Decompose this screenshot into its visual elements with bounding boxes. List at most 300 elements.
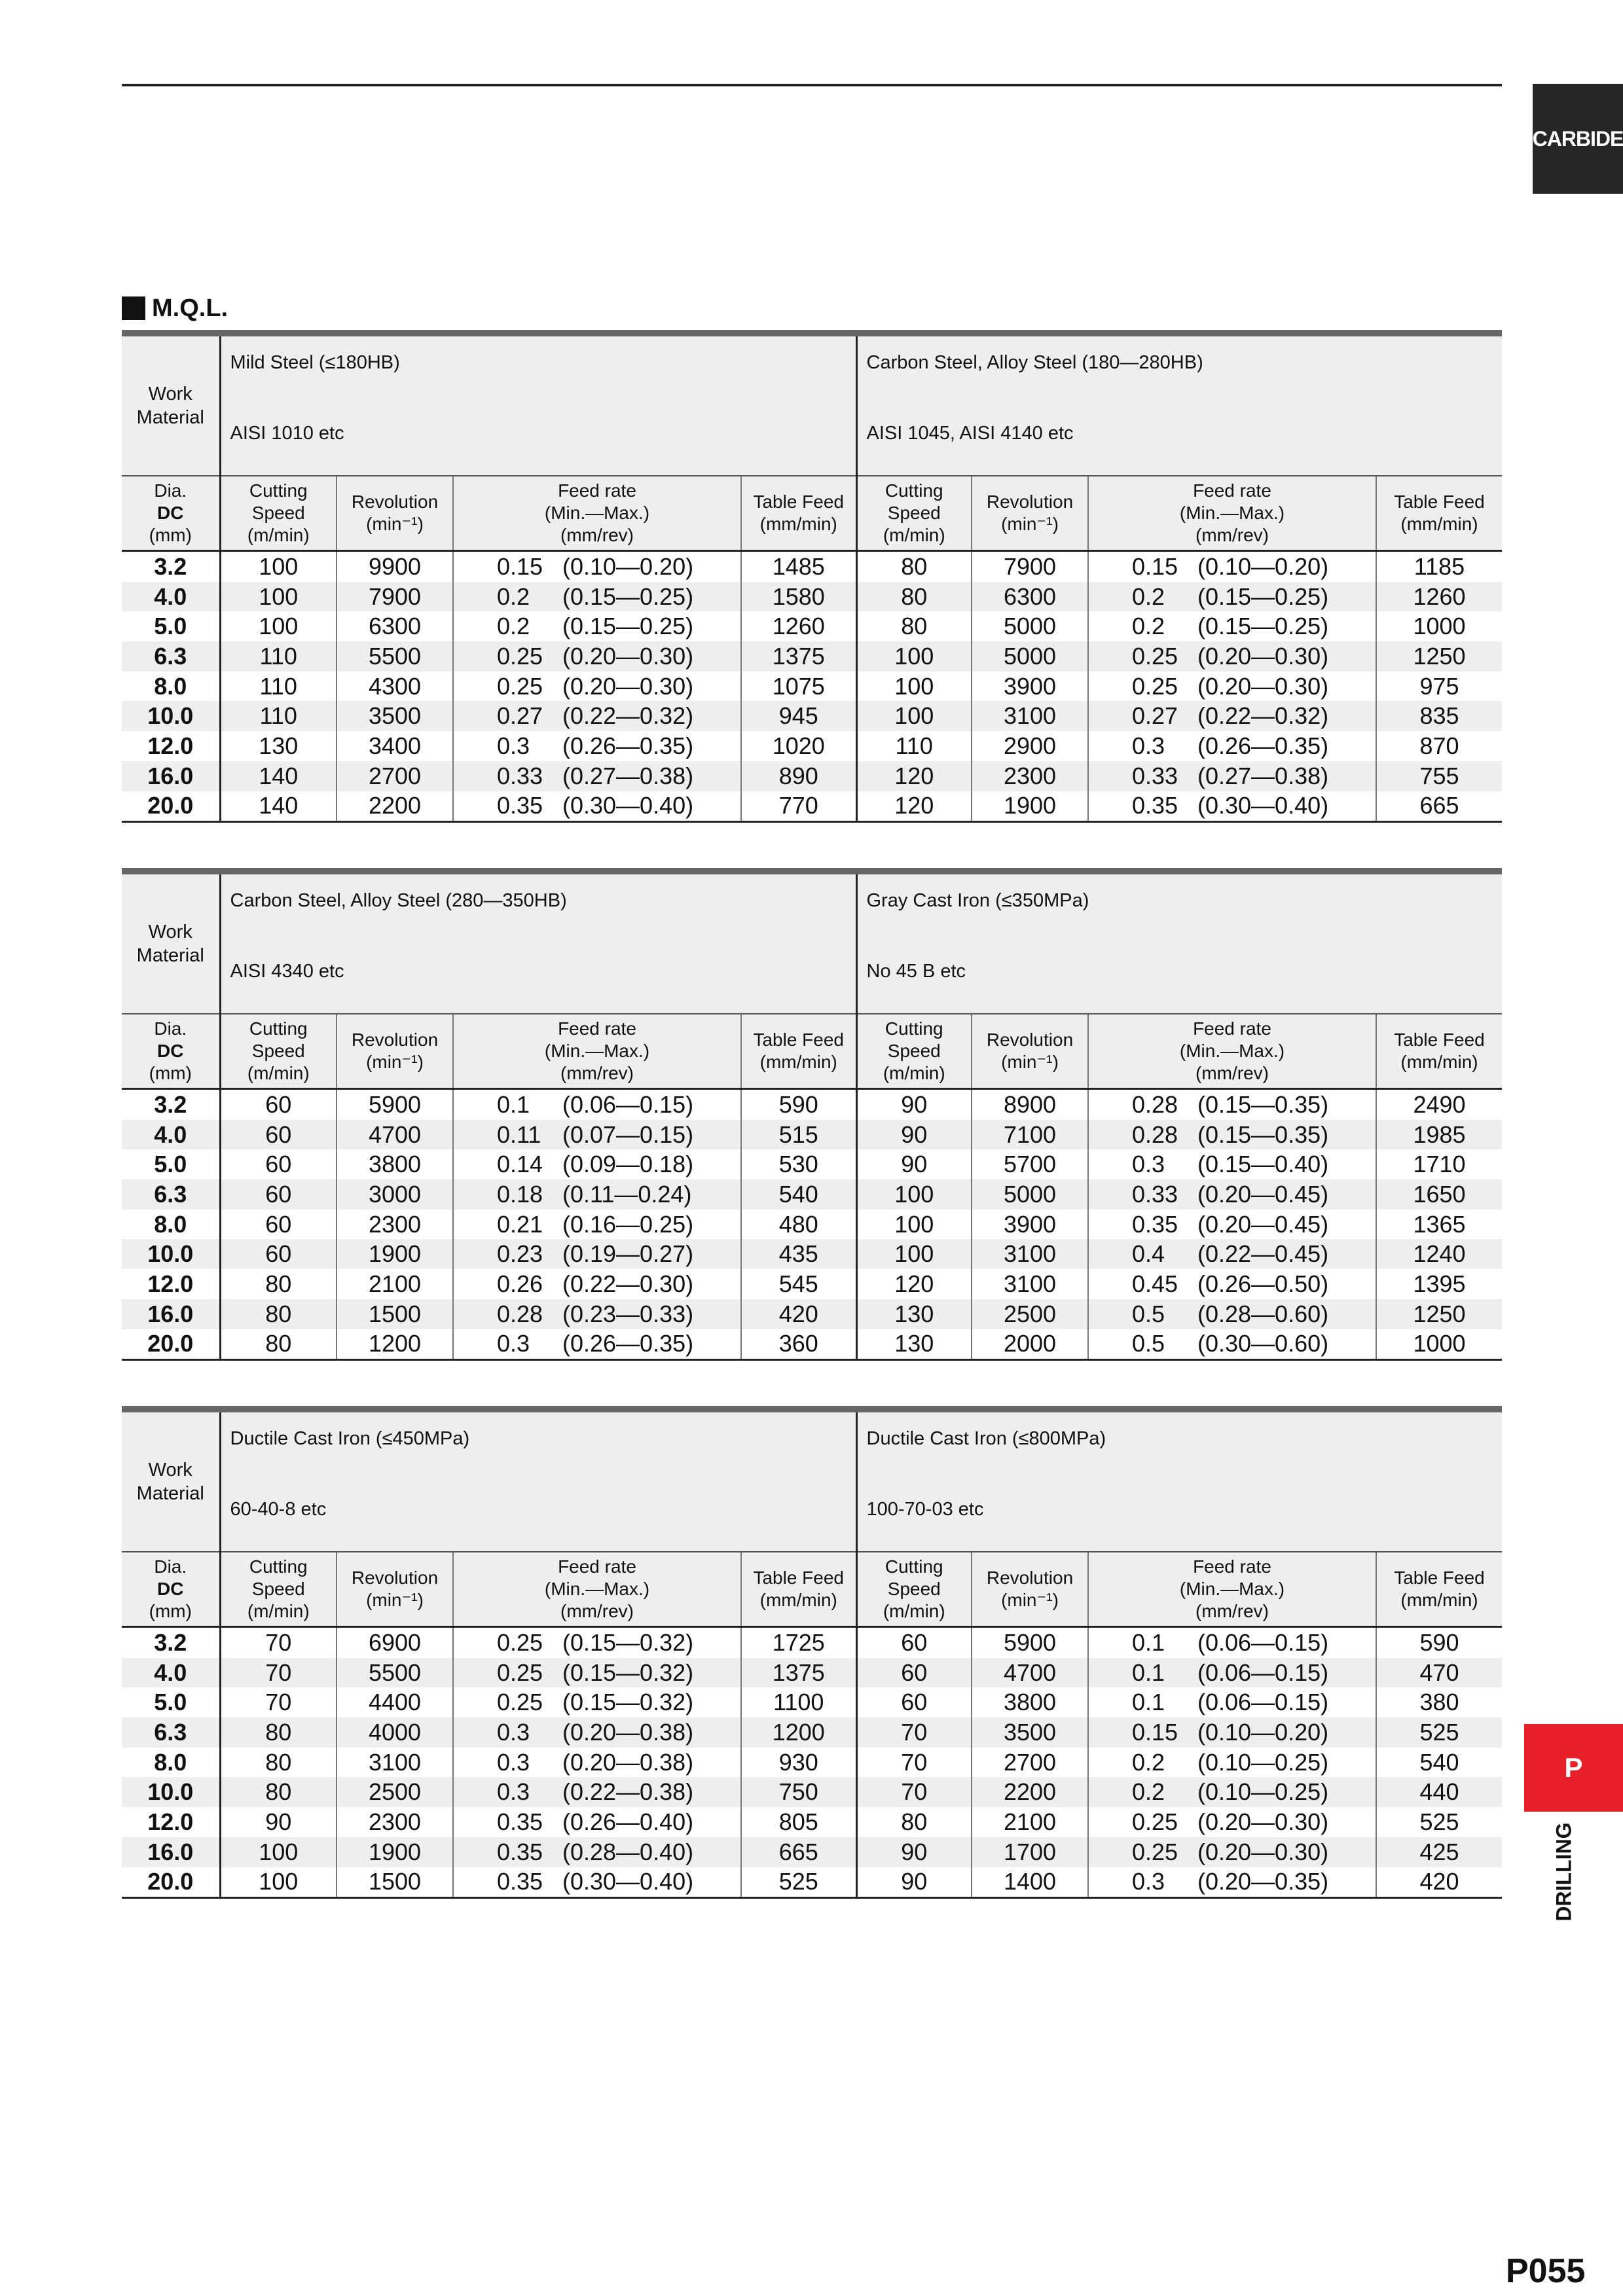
work-material-label	[122, 336, 220, 476]
revolution-cell: 5900	[337, 1089, 453, 1120]
feed-rate-value: 0.35	[497, 1808, 543, 1835]
revolution-cell: 3800	[972, 1687, 1088, 1717]
cutting-speed-header	[220, 1014, 337, 1089]
cutting-speed-cell: 90	[901, 1151, 928, 1178]
feed-rate-value: 0.3	[497, 1778, 530, 1806]
feed-rate-value: 0.35	[497, 792, 543, 819]
cutting-speed-cell: 130	[259, 732, 299, 759]
feed-rate-cell	[453, 1089, 741, 1120]
feed-rate-value: 0.25	[497, 1689, 543, 1716]
feed-rate-cell	[453, 1837, 741, 1867]
table-feed-cell: 665	[1376, 791, 1502, 821]
cutting-speed-cell: 90	[856, 1837, 972, 1867]
material-name: Mild Steel (≤180HB)	[230, 352, 400, 373]
cutting-speed-cell: 110	[895, 732, 933, 759]
feed-rate-value: 0.3	[1132, 1151, 1165, 1178]
work-material-text: Material	[136, 407, 204, 428]
feed-rate-cell	[1088, 1717, 1376, 1748]
feed-rate-cell	[1088, 1239, 1376, 1269]
revolution-header-text: Revolution	[986, 492, 1074, 512]
dia-cell: 3.2	[122, 1627, 220, 1658]
feed-rate-cell	[1088, 701, 1376, 731]
table-row	[122, 611, 1502, 641]
table-feed-header-text: (mm/min)	[759, 1590, 837, 1610]
feed-rate-value: 0.33	[497, 762, 543, 789]
revolution-cell: 9900	[337, 551, 453, 582]
cutting-speed-header-text: Cutting Speed	[249, 1018, 308, 1061]
table-feed-header-text: (mm/min)	[759, 514, 837, 534]
feed-rate-cell	[1088, 1269, 1376, 1299]
table-feed-cell: 1260	[741, 611, 856, 641]
table-row	[122, 1777, 1502, 1807]
revolution-header-text: Revolution	[351, 492, 439, 512]
feed-rate-cell	[1088, 611, 1376, 641]
dia-cell: 16.0	[122, 761, 220, 791]
feed-rate-header-text: (Min.—Max.)	[544, 503, 650, 523]
feed-rate-value: 0.28	[497, 1300, 543, 1327]
dia-cell: 10.0	[122, 1239, 220, 1269]
cutting-speed-header-text: (m/min)	[883, 525, 945, 545]
table-feed-cell: 1250	[1376, 1299, 1502, 1329]
feed-rate-cell	[1088, 1089, 1376, 1120]
cutting-speed-header	[856, 476, 972, 551]
material-cell-right	[856, 1412, 1502, 1552]
cutting-speed-header-text: Cutting Speed	[884, 1556, 943, 1599]
feed-rate-cell	[453, 1120, 741, 1150]
feed-rate-range: (0.11—0.24)	[562, 1180, 692, 1208]
cutting-speed-cell: 100	[220, 582, 337, 612]
feed-rate-header	[453, 1552, 741, 1627]
table-feed-cell: 470	[1376, 1658, 1502, 1688]
feed-rate-range: (0.15—0.32)	[562, 1689, 694, 1716]
cutting-table-3	[122, 1406, 1502, 1899]
table-feed-cell: 545	[741, 1269, 856, 1299]
revolution-cell: 6900	[337, 1627, 453, 1658]
feed-rate-header-text: (mm/rev)	[560, 525, 634, 545]
feed-rate-header-text: (mm/rev)	[560, 1063, 634, 1083]
feed-rate-value: 0.5	[1132, 1300, 1165, 1327]
cutting-speed-cell: 90	[265, 1808, 292, 1835]
cutting-speed-cell: 80	[901, 613, 928, 640]
revolution-cell: 4700	[337, 1120, 453, 1150]
cutting-speed-cell: 100	[220, 1837, 337, 1867]
cutting-speed-cell: 70	[901, 1748, 928, 1776]
dia-cell: 16.0	[122, 1837, 220, 1867]
revolution-header-text: (min⁻¹)	[366, 1052, 424, 1072]
feed-rate-header-text: (mm/rev)	[560, 1601, 634, 1621]
feed-rate-header	[1088, 1552, 1376, 1627]
dia-header-text: Dia.	[154, 480, 187, 501]
table-feed-header-text: Table Feed	[753, 1568, 845, 1588]
dia-cell: 20.0	[122, 1867, 220, 1897]
dia-cell: 5.0	[122, 1687, 220, 1717]
feed-rate-value: 0.3	[497, 1330, 530, 1357]
table-row	[122, 731, 1502, 761]
cutting-speed-header-text: Cutting Speed	[249, 480, 308, 523]
table-row	[122, 551, 1502, 582]
cutting-table-2	[122, 868, 1502, 1361]
revolution-cell: 4300	[337, 672, 453, 702]
table-feed-cell: 1200	[741, 1717, 856, 1748]
feed-rate-value: 0.35	[1132, 1210, 1178, 1238]
feed-rate-value: 0.2	[1132, 613, 1165, 640]
cutting-speed-cell: 70	[265, 1628, 292, 1656]
feed-rate-range: (0.28—0.40)	[562, 1838, 694, 1865]
table-row	[122, 1299, 1502, 1329]
dia-cell: 20.0	[122, 791, 220, 821]
feed-rate-header-text: (mm/rev)	[1195, 1601, 1269, 1621]
cutting-data-table	[122, 1412, 1502, 1897]
table-feed-cell: 420	[1376, 1867, 1502, 1897]
revolution-cell: 6300	[337, 611, 453, 641]
material-name: Ductile Cast Iron (≤800MPa)	[866, 1428, 1106, 1449]
feed-rate-value: 0.5	[1132, 1330, 1165, 1357]
feed-rate-range: (0.10—0.20)	[1197, 552, 1329, 580]
table-top-bar	[122, 330, 1502, 336]
table-feed-header-text: Table Feed	[753, 1030, 845, 1050]
feed-rate-cell	[1088, 582, 1376, 612]
feed-rate-value: 0.1	[1132, 1628, 1165, 1656]
feed-rate-range: (0.26—0.40)	[562, 1808, 694, 1835]
feed-rate-cell	[1088, 672, 1376, 702]
dia-cell: 10.0	[122, 1777, 220, 1807]
dia-cell: 4.0	[122, 1120, 220, 1150]
feed-rate-value: 0.28	[1132, 1090, 1178, 1118]
feed-rate-value: 0.3	[497, 1748, 530, 1776]
feed-rate-value: 0.33	[1132, 762, 1178, 789]
dia-header-text: DC	[157, 503, 184, 523]
feed-rate-value: 0.14	[497, 1151, 543, 1178]
revolution-header-text: (min⁻¹)	[1001, 1590, 1059, 1610]
revolution-cell: 5000	[972, 1179, 1088, 1210]
material-standard: AISI 1010 etc	[230, 423, 344, 444]
material-name: Ductile Cast Iron (≤450MPa)	[230, 1428, 470, 1449]
feed-rate-range: (0.07—0.15)	[562, 1121, 694, 1148]
table-feed-cell: 1240	[1376, 1239, 1502, 1269]
feed-rate-range: (0.26—0.50)	[1197, 1270, 1329, 1297]
cutting-speed-cell: 80	[220, 1717, 337, 1748]
feed-rate-header-text: Feed rate	[1193, 1556, 1271, 1577]
cutting-speed-cell: 110	[259, 672, 297, 700]
table-row	[122, 582, 1502, 612]
table-row	[122, 1807, 1502, 1837]
table-feed-cell: 525	[1376, 1717, 1502, 1748]
feed-rate-value: 0.25	[497, 672, 543, 700]
table-feed-cell: 1395	[1376, 1269, 1502, 1299]
dia-header	[122, 476, 220, 551]
feed-rate-range: (0.23—0.33)	[562, 1300, 694, 1327]
feed-rate-value: 0.4	[1132, 1240, 1165, 1268]
feed-rate-range: (0.15—0.35)	[1197, 1090, 1329, 1118]
feed-rate-cell	[1088, 1748, 1376, 1778]
dia-cell: 12.0	[122, 1807, 220, 1837]
table-row	[122, 1748, 1502, 1778]
p-category-tab: P	[1524, 1724, 1623, 1812]
table-feed-cell: 1985	[1376, 1120, 1502, 1150]
revolution-cell: 2100	[337, 1269, 453, 1299]
material-cell-right	[856, 874, 1502, 1014]
feed-rate-cell	[453, 761, 741, 791]
revolution-cell: 5500	[337, 641, 453, 672]
table-feed-cell: 420	[741, 1299, 856, 1329]
dia-cell: 20.0	[122, 1329, 220, 1359]
feed-rate-value: 0.27	[1132, 702, 1178, 730]
feed-rate-cell	[453, 672, 741, 702]
table-feed-cell: 835	[1376, 701, 1502, 731]
feed-rate-range: (0.20—0.30)	[1197, 672, 1329, 700]
revolution-header	[337, 1552, 453, 1627]
feed-rate-cell	[453, 731, 741, 761]
dia-cell: 8.0	[122, 1210, 220, 1240]
table-feed-cell: 1100	[741, 1687, 856, 1717]
revolution-cell: 2700	[972, 1748, 1088, 1778]
table-feed-header-text: (mm/min)	[1400, 1052, 1478, 1072]
feed-rate-header-text: (Min.—Max.)	[544, 1579, 650, 1599]
revolution-cell: 2500	[337, 1777, 453, 1807]
table-feed-cell: 1485	[741, 551, 856, 582]
dia-cell: 4.0	[122, 1658, 220, 1688]
feed-rate-range: (0.26—0.35)	[562, 732, 694, 759]
table-feed-cell: 975	[1376, 672, 1502, 702]
feed-rate-header	[453, 476, 741, 551]
feed-rate-range: (0.10—0.25)	[1197, 1748, 1329, 1776]
table-bottom-rule	[122, 821, 1502, 823]
feed-rate-header-text: Feed rate	[558, 1018, 636, 1039]
table-feed-header-text: (mm/min)	[1400, 514, 1478, 534]
section-title	[122, 293, 228, 323]
material-name: Carbon Steel, Alloy Steel (180—280HB)	[866, 352, 1203, 373]
feed-rate-range: (0.26—0.35)	[562, 1330, 694, 1357]
dia-header	[122, 1014, 220, 1089]
table-row	[122, 1837, 1502, 1867]
cutting-speed-header	[856, 1552, 972, 1627]
feed-rate-range: (0.15—0.32)	[562, 1628, 694, 1656]
feed-rate-value: 0.25	[497, 1659, 543, 1686]
feed-rate-value: 0.11	[497, 1121, 541, 1148]
feed-rate-cell	[453, 1299, 741, 1329]
dia-cell: 3.2	[122, 551, 220, 582]
cutting-speed-header-text: (m/min)	[247, 525, 310, 545]
revolution-cell: 1200	[337, 1329, 453, 1359]
cutting-speed-cell: 90	[901, 1868, 928, 1895]
feed-rate-cell	[453, 1748, 741, 1778]
cutting-speed-header	[220, 476, 337, 551]
table-feed-cell: 1375	[741, 641, 856, 672]
feed-rate-range: (0.09—0.18)	[562, 1151, 694, 1178]
cutting-speed-cell: 80	[856, 582, 972, 612]
dia-cell: 10.0	[122, 701, 220, 731]
dia-header-text: Dia.	[154, 1556, 187, 1577]
feed-rate-cell	[1088, 1807, 1376, 1837]
feed-rate-range: (0.20—0.38)	[562, 1718, 694, 1746]
revolution-cell: 7100	[972, 1120, 1088, 1150]
table-feed-cell: 435	[741, 1239, 856, 1269]
revolution-cell: 7900	[337, 582, 453, 612]
work-material-text: Work	[148, 384, 192, 404]
revolution-header	[972, 476, 1088, 551]
cutting-speed-cell: 100	[856, 1179, 972, 1210]
table-feed-cell: 1000	[1376, 1329, 1502, 1359]
table-feed-cell: 1000	[1376, 611, 1502, 641]
page-number: P055	[1506, 2252, 1586, 2290]
cutting-speed-cell: 140	[259, 792, 299, 819]
revolution-header	[972, 1552, 1088, 1627]
dia-header-text: DC	[157, 1041, 184, 1061]
work-material-text: Material	[136, 945, 204, 966]
revolution-header-text: Revolution	[986, 1030, 1074, 1050]
cutting-speed-header-text: (m/min)	[247, 1601, 310, 1621]
carbide-tab: CARBIDE	[1533, 84, 1623, 194]
feed-rate-header-text: (mm/rev)	[1195, 1063, 1269, 1083]
table-feed-cell: 665	[741, 1837, 856, 1867]
cutting-speed-cell: 80	[265, 1270, 292, 1297]
feed-rate-range: (0.30—0.40)	[562, 792, 694, 819]
cutting-data-table	[122, 336, 1502, 821]
table-feed-cell: 1365	[1376, 1210, 1502, 1240]
section-title-text: M.Q.L.	[152, 294, 228, 322]
revolution-cell: 5500	[337, 1658, 453, 1688]
feed-rate-range: (0.15—0.25)	[562, 613, 694, 640]
feed-rate-value: 0.25	[497, 642, 543, 670]
feed-rate-value: 0.33	[1132, 1180, 1178, 1208]
work-material-label	[122, 1412, 220, 1552]
table-feed-cell: 1710	[1376, 1149, 1502, 1179]
feed-rate-cell	[1088, 731, 1376, 761]
material-standard: No 45 B etc	[866, 961, 966, 982]
feed-rate-value: 0.25	[1132, 1808, 1178, 1835]
cutting-speed-header-text: Cutting Speed	[884, 1018, 943, 1061]
table-feed-header-text: Table Feed	[753, 492, 845, 512]
material-name: Gray Cast Iron (≤350MPa)	[866, 890, 1089, 911]
cutting-speed-header	[856, 1014, 972, 1089]
feed-rate-value: 0.27	[497, 702, 543, 730]
table-feed-cell: 590	[1376, 1627, 1502, 1658]
work-material-text: Material	[136, 1483, 204, 1504]
table-row	[122, 672, 1502, 702]
feed-rate-header	[1088, 476, 1376, 551]
table-feed-cell: 440	[1376, 1777, 1502, 1807]
table-feed-header-text: Table Feed	[1394, 492, 1485, 512]
dia-header-text: DC	[157, 1579, 184, 1599]
cutting-speed-cell: 60	[265, 1090, 292, 1118]
table-row	[122, 1687, 1502, 1717]
cutting-speed-cell: 100	[259, 552, 299, 580]
revolution-cell: 3900	[972, 1210, 1088, 1240]
feed-rate-cell	[453, 641, 741, 672]
feed-rate-value: 0.1	[1132, 1689, 1165, 1716]
feed-rate-value: 0.35	[497, 1868, 543, 1895]
table-feed-cell: 770	[741, 791, 856, 821]
feed-rate-cell	[1088, 791, 1376, 821]
feed-rate-cell	[453, 1717, 741, 1748]
work-material-text: Work	[148, 1460, 192, 1480]
feed-rate-value: 0.2	[1132, 1778, 1165, 1806]
table-row	[122, 1329, 1502, 1359]
cutting-speed-cell: 60	[220, 1179, 337, 1210]
feed-rate-value: 0.28	[1132, 1121, 1178, 1148]
table-feed-cell: 540	[1376, 1748, 1502, 1778]
table-feed-header-text: (mm/min)	[1400, 1590, 1478, 1610]
feed-rate-header-text: (Min.—Max.)	[1179, 1579, 1285, 1599]
revolution-cell: 3500	[337, 701, 453, 731]
feed-rate-range: (0.06—0.15)	[1197, 1689, 1329, 1716]
cutting-speed-cell: 70	[220, 1658, 337, 1688]
table-row	[122, 1658, 1502, 1688]
table-feed-cell: 2490	[1376, 1089, 1502, 1120]
feed-rate-cell	[453, 611, 741, 641]
cutting-speed-cell: 100	[894, 1210, 934, 1238]
cutting-speed-cell: 80	[220, 1299, 337, 1329]
feed-rate-cell	[453, 1329, 741, 1359]
feed-rate-cell	[453, 1807, 741, 1837]
feed-rate-value: 0.15	[1132, 1718, 1178, 1746]
revolution-cell: 3900	[972, 672, 1088, 702]
table-feed-cell: 480	[741, 1210, 856, 1240]
dia-cell: 6.3	[122, 1179, 220, 1210]
column-header-row	[122, 476, 1502, 551]
revolution-header-text: (min⁻¹)	[1001, 514, 1059, 534]
feed-rate-range: (0.30—0.60)	[1197, 1330, 1329, 1357]
revolution-cell: 2900	[972, 731, 1088, 761]
feed-rate-cell	[453, 1269, 741, 1299]
cutting-speed-header-text: (m/min)	[247, 1063, 310, 1083]
revolution-cell: 3400	[337, 731, 453, 761]
feed-rate-header-text: Feed rate	[1193, 480, 1271, 501]
feed-rate-cell	[1088, 1777, 1376, 1807]
revolution-cell: 1400	[972, 1867, 1088, 1897]
revolution-cell: 6300	[972, 582, 1088, 612]
feed-rate-cell	[453, 551, 741, 582]
cutting-speed-cell: 130	[856, 1299, 972, 1329]
table-feed-cell: 1185	[1376, 551, 1502, 582]
column-header-row	[122, 1552, 1502, 1627]
feed-rate-value: 0.25	[1132, 1838, 1178, 1865]
feed-rate-cell	[1088, 1120, 1376, 1150]
dia-cell: 12.0	[122, 1269, 220, 1299]
feed-rate-header-text: Feed rate	[1193, 1018, 1271, 1039]
cutting-speed-cell: 80	[265, 1330, 292, 1357]
revolution-cell: 3100	[972, 1239, 1088, 1269]
feed-rate-cell	[1088, 1299, 1376, 1329]
feed-rate-value: 0.3	[497, 732, 530, 759]
feed-rate-cell	[1088, 1210, 1376, 1240]
table-feed-cell: 380	[1376, 1687, 1502, 1717]
table-feed-header	[1376, 476, 1502, 551]
revolution-cell: 2700	[337, 761, 453, 791]
feed-rate-range: (0.06—0.15)	[562, 1090, 694, 1118]
cutting-speed-cell: 60	[220, 1239, 337, 1269]
revolution-cell: 3500	[972, 1717, 1088, 1748]
cutting-speed-cell: 90	[856, 1120, 972, 1150]
cutting-speed-cell: 60	[901, 1689, 928, 1716]
cutting-speed-cell: 60	[856, 1658, 972, 1688]
feed-rate-range: (0.15—0.25)	[1197, 583, 1329, 610]
material-standard: AISI 4340 etc	[230, 961, 344, 982]
feed-rate-cell	[453, 1239, 741, 1269]
dia-cell: 5.0	[122, 1149, 220, 1179]
feed-rate-value: 0.15	[497, 552, 543, 580]
feed-rate-range: (0.28—0.60)	[1197, 1300, 1329, 1327]
revolution-cell: 4400	[337, 1687, 453, 1717]
feed-rate-value: 0.3	[1132, 1868, 1165, 1895]
cutting-speed-cell: 80	[901, 1808, 928, 1835]
dia-header-text: (mm)	[149, 1063, 192, 1083]
material-standard: AISI 1045, AISI 4140 etc	[866, 423, 1074, 444]
feed-rate-range: (0.20—0.45)	[1197, 1210, 1329, 1238]
cutting-speed-cell: 100	[259, 1868, 299, 1895]
revolution-cell: 2000	[972, 1329, 1088, 1359]
feed-rate-header-text: (mm/rev)	[1195, 525, 1269, 545]
